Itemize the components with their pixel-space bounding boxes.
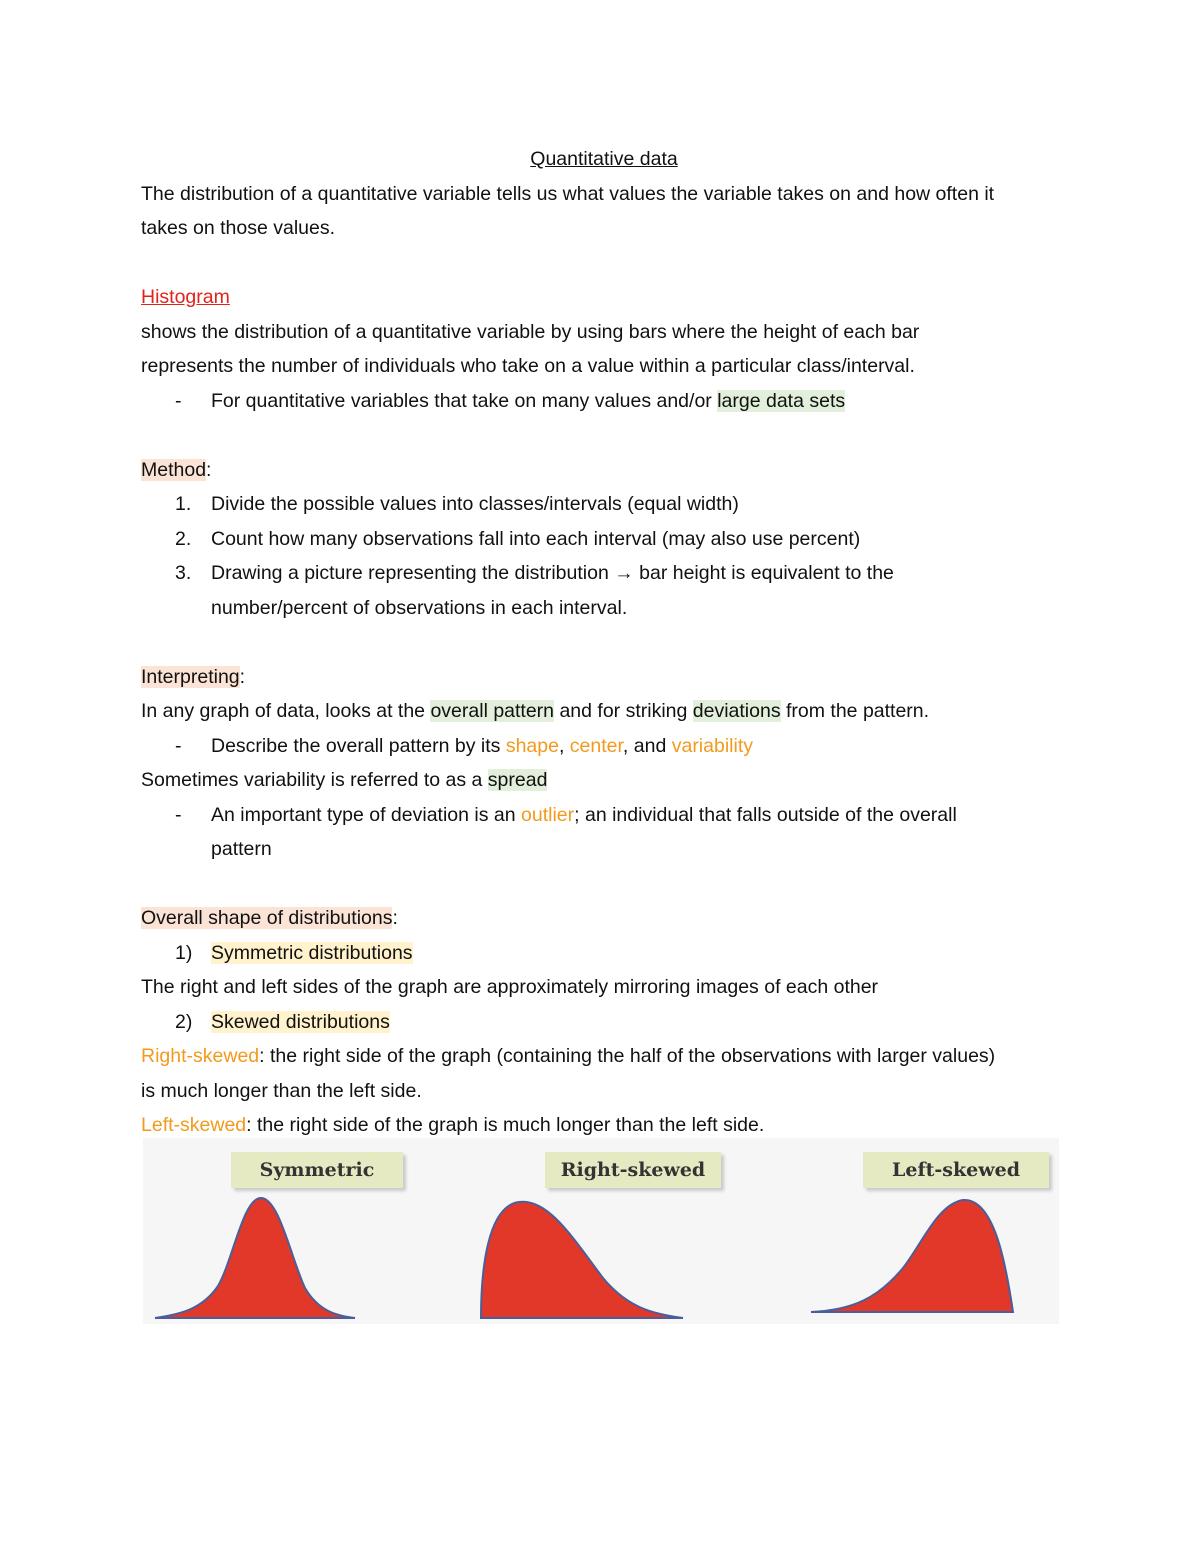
shape-item-1-desc: The right and left sides of the graph are approximately mirroring images of each other: [141, 976, 879, 998]
step-number: 3.: [175, 562, 192, 584]
text: An important type of deviation is an: [211, 803, 522, 826]
bullet-text: For quantitative variables that take on many values and/or: [211, 389, 718, 412]
histogram-desc-2: represents the number of individuals who take on a value within a particular class/interval.: [141, 355, 915, 377]
term-left-skewed: Left-skewed: [141, 1114, 247, 1136]
intro-line-1: The distribution of a quantitative variable tells us what values the variable takes on and how often it: [141, 182, 995, 205]
step-text: Divide the possible values into classes/intervals (equal width): [211, 493, 739, 515]
term-outlier: outlier: [521, 803, 575, 826]
item-label-symmetric: Symmetric distributions: [211, 941, 413, 964]
step-text: Drawing a picture representing the distribution → bar height is equivalent to the: [211, 562, 894, 584]
right-skewed-cont: is much longer than the left side.: [141, 1079, 422, 1102]
label-left-skewed: Left-skewed: [863, 1152, 1049, 1188]
histogram-bullet: [141, 384, 1061, 419]
text: and for striking: [554, 700, 693, 722]
shape-item-2: [141, 1005, 1061, 1040]
text: : the right side of the graph (containing the half of the observations with larger values): [259, 1045, 996, 1067]
right-skewed-curve: [481, 1202, 683, 1318]
spacer: [141, 418, 1061, 453]
label-right-skewed: Right-skewed: [545, 1152, 721, 1188]
text: In any graph of data, looks at the: [141, 700, 431, 722]
spacer: [141, 625, 1061, 660]
colon: :: [239, 665, 246, 688]
shape-heading-text: Overall shape of distributions: [141, 907, 393, 929]
text: Sometimes variability is referred to as a: [141, 769, 488, 791]
left-skewed-curve: [811, 1200, 1013, 1312]
spacer: [141, 246, 1061, 281]
term-right-skewed: Right-skewed: [141, 1045, 260, 1067]
item-label-skewed: Skewed distributions: [211, 1010, 390, 1033]
interpreting-bullet-2-cont: pattern: [211, 838, 272, 860]
bullet-dash: -: [175, 389, 182, 412]
text: ; an individual that falls outside of the overall: [574, 803, 957, 826]
method-step-2: [141, 522, 1061, 557]
method-step-3: [141, 556, 1061, 591]
highlight-deviations: deviations: [692, 700, 781, 722]
method-heading: [141, 453, 1061, 488]
document-body: [141, 142, 1061, 1143]
method-step-1: [141, 487, 1061, 522]
text: ,: [558, 734, 570, 757]
interpreting-heading: [141, 660, 1061, 695]
interpreting-bullet-1: [141, 729, 1061, 764]
step-number: 2.: [175, 527, 192, 550]
bullet-dash: -: [175, 803, 182, 826]
step-text: Count how many observations fall into each interval (may also use percent): [211, 527, 861, 550]
text: Describe the overall pattern by its: [211, 734, 506, 757]
term-shape: shape: [505, 734, 559, 757]
item-number: 2): [175, 1010, 193, 1033]
highlight-large-data-sets: large data sets: [717, 389, 846, 412]
symmetric-curve: [155, 1198, 355, 1318]
histogram-heading-text: Histogram: [141, 286, 230, 308]
interpreting-bullet-2: [141, 798, 1061, 833]
highlight-spread: spread: [487, 769, 548, 791]
text: , and: [622, 734, 672, 757]
distribution-shapes-figure: [143, 1138, 1059, 1324]
interpreting-line-1: [141, 694, 1061, 729]
histogram-heading: [141, 280, 1061, 315]
highlight-overall-pattern: overall pattern: [430, 700, 555, 722]
text: : the right side of the graph is much longer than the left side.: [246, 1114, 765, 1136]
method-heading-text: Method: [141, 458, 207, 481]
shape-heading: [141, 901, 1061, 936]
term-center: center: [569, 734, 623, 757]
histogram-desc-1: shows the distribution of a quantitative variable by using bars where the height of each bar: [141, 320, 920, 343]
interpreting-line-2: [141, 763, 1061, 798]
method-step-3-cont: number/percent of observations in each interval.: [211, 596, 628, 619]
term-variability: variability: [671, 734, 753, 757]
text: from the pattern.: [780, 700, 930, 722]
spacer: [141, 867, 1061, 902]
item-number: 1): [175, 941, 193, 964]
label-symmetric: Symmetric: [231, 1152, 403, 1188]
intro-line-2: takes on those values.: [141, 217, 336, 239]
bullet-dash: -: [175, 734, 182, 757]
page-title: Quantitative data: [530, 148, 678, 170]
interpreting-heading-text: Interpreting: [141, 665, 240, 688]
colon: :: [206, 458, 212, 481]
shape-item-1: [141, 936, 1061, 971]
right-skewed-line: [141, 1039, 1061, 1074]
colon: :: [392, 907, 398, 929]
step-number: 1.: [175, 493, 192, 515]
